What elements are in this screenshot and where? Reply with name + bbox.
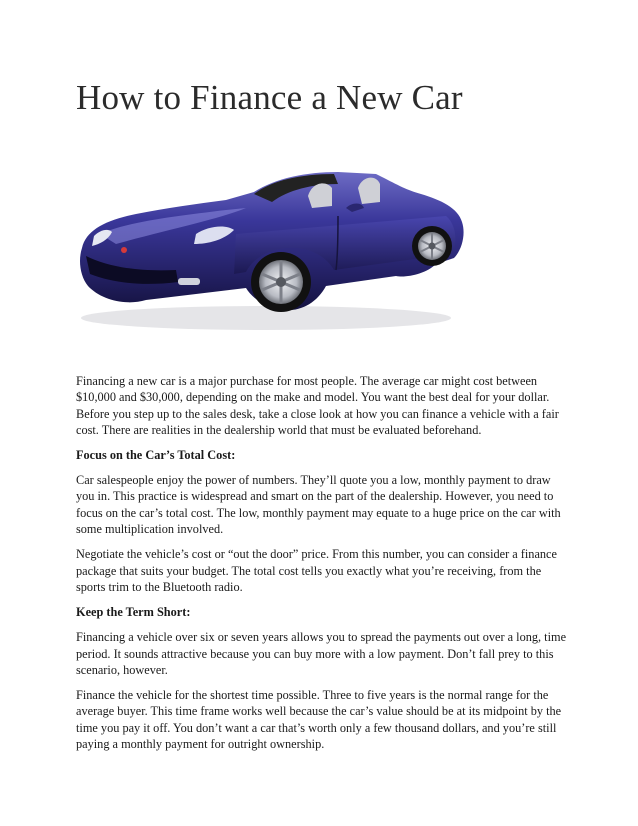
article-body xyxy=(76,373,568,761)
section-heading-total-cost: Focus on the Car’s Total Cost: xyxy=(76,448,236,463)
section-heading-term-short: Keep the Term Short: xyxy=(76,605,191,620)
paragraph-salespeople: Car salespeople enjoy the power of numbers. They’ll quote you a low, monthly payment to draw you in. This practice is widespread and smart on the part of the dealership. However, you need to focus on the car’s total cost. The low, monthly payment may equate to a huge price on the car with some multiplication involved. xyxy=(76,473,561,537)
paragraph-financing-term: Financing a vehicle over six or seven years allows you to spread the payments out over a long, time period. It sounds attractive because you can buy more with a low payment. Don’t fall prey to this scenario, however. xyxy=(76,630,567,677)
car-illustration xyxy=(76,160,470,335)
paragraph-negotiate: Negotiate the vehicle’s cost or “out the door” price. From this number, you can consider a finance package that suits your budget. The total cost tells you exactly what you’re receiving, from the sports trim to the Bluetooth radio. xyxy=(76,547,557,594)
page-title: How to Finance a New Car xyxy=(76,78,463,117)
intro-paragraph: Financing a new car is a major purchase for most people. The average car might cost between $10,000 and $30,000, depending on the make and model. You want the best deal for your dollar. Before you step up to the sales desk, take a close look at how you can finance a vehicle with a fair cost. There are realities in the dealership world that must be evaluated beforehand. xyxy=(76,374,559,437)
paragraph-shortest-time: Finance the vehicle for the shortest time possible. Three to five years is the normal range for the average buyer. This time frame works well because the car’s value should be at its midpoint by the time you pay it off. You don’t want a car that’s worth only a few thousand dollars, and you’re still paying a monthly payment for outright ownership. xyxy=(76,688,562,752)
